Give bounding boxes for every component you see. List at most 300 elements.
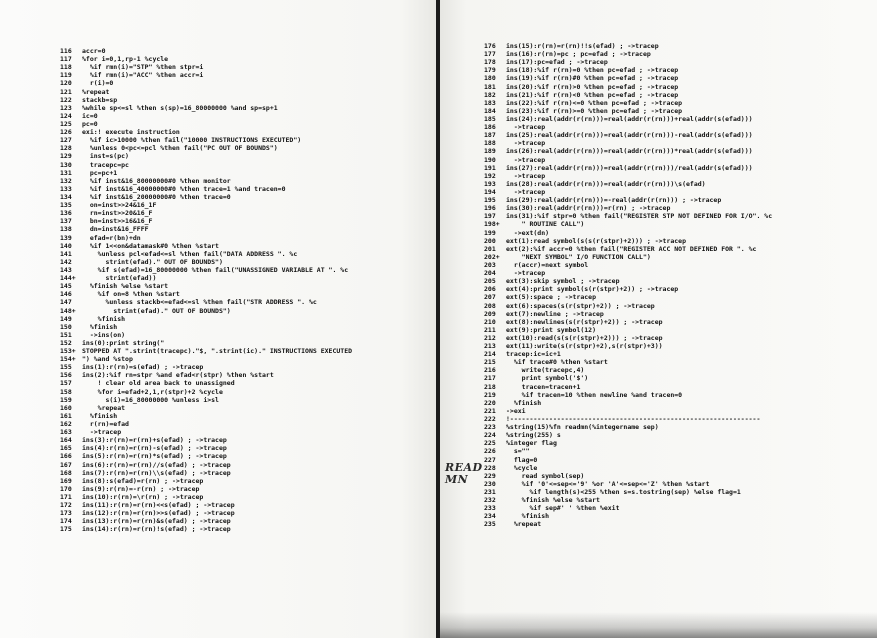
- code-text: %if trace#0 %then %start: [506, 358, 608, 367]
- page-shadow: [440, 612, 877, 638]
- line-number: 132: [60, 176, 72, 185]
- code-text: strint(efad)): [82, 274, 157, 283]
- line-number: 190: [484, 155, 496, 164]
- code-text: ins(18):%if r(rn)=0 %then pc=efad ; ->tracep: [506, 66, 679, 75]
- code-line: [484, 326, 772, 334]
- code-line: [484, 383, 772, 391]
- code-line: [60, 201, 352, 209]
- code-line: [60, 234, 352, 242]
- code-line: [484, 464, 772, 472]
- code-line: [484, 172, 772, 180]
- code-text: %while sp<=sl %then s(sp)=16_80000000 %and sp=sp+1: [82, 103, 278, 112]
- code-line: [60, 379, 352, 387]
- code-line: [60, 428, 352, 436]
- line-number: 225: [484, 439, 496, 448]
- right-code-listing: [484, 42, 772, 529]
- code-line: [484, 99, 772, 107]
- code-line: [60, 55, 352, 63]
- line-number: 197: [484, 212, 496, 221]
- code-text: ->ext(dn): [506, 228, 550, 237]
- line-number: 223: [484, 423, 496, 432]
- code-line: [484, 302, 772, 310]
- code-text: ins(12):r(rn)=r(rn)>>s(efad) ; ->tracep: [82, 509, 235, 518]
- code-line: [484, 480, 772, 488]
- line-number: 149: [60, 314, 72, 323]
- code-line: [484, 50, 772, 58]
- code-text: ins(23):%if r(rn)>=0 %then pc=efad ; ->tracep: [506, 106, 683, 115]
- line-number: 170: [60, 484, 72, 493]
- code-text: ins(24):real(addr(r(rn)))=real(addr(r(rn)))+real(addr(s(efad))): [506, 114, 753, 123]
- code-text: ins(7):r(rn)=r(rn)\\s(efad) ; ->tracep: [82, 468, 231, 477]
- code-line: [60, 104, 352, 112]
- code-text: ->tracep: [506, 123, 546, 132]
- code-text: ins(22):%if r(rn)<=0 %then pc=efad ; ->tracep: [506, 98, 683, 107]
- code-text: %finish %else %start: [82, 282, 169, 291]
- code-line: [60, 96, 352, 104]
- code-line: [484, 456, 772, 464]
- line-number: 148+: [60, 306, 76, 315]
- line-number: 213: [484, 342, 496, 351]
- code-text: ") %and %stop: [82, 355, 133, 364]
- line-number: 155: [60, 363, 72, 372]
- line-number: 150: [60, 322, 72, 331]
- line-number: 142: [60, 257, 72, 266]
- line-number: 144+: [60, 274, 76, 283]
- line-number: 136: [60, 209, 72, 218]
- line-number: 151: [60, 330, 72, 339]
- line-number: 173: [60, 509, 72, 518]
- code-line: [484, 91, 772, 99]
- code-text: ins(25):real(addr(r(rn)))=real(addr(r(rn)))-real(addr(s(efad))): [506, 131, 753, 140]
- line-number: 181: [484, 82, 496, 91]
- code-line: [484, 42, 772, 50]
- code-text: efad=r(bn)+dn: [82, 233, 141, 242]
- line-number: 165: [60, 444, 72, 453]
- line-number: 231: [484, 488, 496, 497]
- line-number: 118: [60, 63, 72, 72]
- code-text: %repeat: [506, 520, 542, 529]
- line-number: 195: [484, 196, 496, 205]
- line-number: 203: [484, 260, 496, 269]
- code-line: [60, 363, 352, 371]
- code-text: ext(7):newline ; ->tracep: [506, 309, 604, 318]
- code-text: accr=0: [82, 47, 106, 55]
- code-text: ->ins(on): [82, 330, 126, 339]
- code-text: strint(efad)." OUT OF BOUNDS"): [82, 306, 231, 315]
- line-number: 122: [60, 95, 72, 104]
- line-number: 145: [60, 282, 72, 291]
- code-text: %finish %else %start: [506, 496, 600, 505]
- line-number: 134: [60, 192, 72, 201]
- code-line: [60, 493, 352, 501]
- code-line: [60, 404, 352, 412]
- code-text: flag=0: [506, 455, 538, 464]
- code-line: [484, 334, 772, 342]
- handwritten-note: READ: [445, 461, 483, 474]
- code-line: [60, 307, 352, 315]
- line-number: 221: [484, 406, 496, 415]
- code-line: [484, 123, 772, 131]
- line-number: 166: [60, 452, 72, 461]
- code-text: on=inst>>24&16_1F: [82, 201, 157, 210]
- code-line: [484, 229, 772, 237]
- code-text: dn=inst&16_FFFF: [82, 225, 149, 234]
- line-number: 232: [484, 496, 496, 505]
- code-text: ins(11):r(rn)=r(rn)<<s(efad) ; ->tracep: [82, 501, 235, 510]
- code-text: %finish: [506, 398, 542, 407]
- code-text: ins(6):r(rn)=r(rn)//s(efad) ; ->tracep: [82, 460, 231, 469]
- code-text: %unless pcl<efad<=sl %then fail("DATA ADDRESS ". %c: [82, 249, 298, 258]
- code-line: [484, 293, 772, 301]
- code-text: %if rmn(i)="ACC" %then accr=i: [82, 71, 204, 80]
- line-number: 226: [484, 447, 496, 456]
- code-line: [484, 131, 772, 139]
- code-line: [60, 250, 352, 258]
- code-line: [484, 407, 772, 415]
- code-line: [60, 63, 352, 71]
- code-line: [60, 501, 352, 509]
- line-number: 116: [60, 47, 72, 55]
- code-line: [484, 496, 772, 504]
- line-number: 184: [484, 106, 496, 115]
- code-line: [60, 136, 352, 144]
- line-number: 201: [484, 244, 496, 253]
- code-line: [60, 452, 352, 460]
- line-number: 176: [484, 42, 496, 50]
- line-number: 152: [60, 338, 72, 347]
- line-number: 137: [60, 217, 72, 226]
- line-number: 147: [60, 298, 72, 307]
- line-number: 215: [484, 358, 496, 367]
- code-line: [60, 509, 352, 517]
- code-text: print symbol('$'): [506, 374, 589, 383]
- code-text: %string(255) s: [506, 431, 561, 440]
- code-line: [60, 225, 352, 233]
- code-text: %finish: [506, 512, 550, 521]
- line-number: 212: [484, 333, 496, 342]
- line-number: 191: [484, 163, 496, 172]
- code-text: r(rn)=efad: [82, 420, 129, 429]
- code-line: [60, 120, 352, 128]
- line-number: 129: [60, 152, 72, 161]
- line-number: 153+: [60, 347, 76, 356]
- code-text: %finish: [82, 314, 126, 323]
- line-number: 169: [60, 476, 72, 485]
- code-text: STOPPED AT ".strint(tracepc)."$, ".strint(ic)." INSTRUCTIONS EXECUTED: [82, 347, 353, 356]
- line-number: 224: [484, 431, 496, 440]
- code-text: ->tracep: [506, 171, 546, 180]
- line-number: 130: [60, 160, 72, 169]
- code-line: [484, 399, 772, 407]
- code-text: ins(9):r(rn)=-r(rn) ; ->tracep: [82, 484, 200, 493]
- line-number: 187: [484, 131, 496, 140]
- line-number: 199: [484, 228, 496, 237]
- code-text: %integer flag: [506, 439, 557, 448]
- line-number: 209: [484, 309, 496, 318]
- code-text: ins(15):r(rn)=r(rn)!!s(efad) ; ->tracep: [506, 42, 659, 50]
- line-number: 172: [60, 501, 72, 510]
- code-text: %if inst&16_20000000#0 %then trace=0: [82, 192, 231, 201]
- code-text: ins(31):%if stpr=0 %then fail("REGISTER STP NOT DEFINED FOR I/O". %c: [506, 212, 773, 221]
- code-line: [60, 79, 352, 87]
- line-number: 135: [60, 201, 72, 210]
- code-text: %finish: [82, 322, 118, 331]
- code-text: tracen=tracen+1: [506, 382, 581, 391]
- line-number: 228: [484, 463, 496, 472]
- code-line: [60, 371, 352, 379]
- line-number: 188: [484, 139, 496, 148]
- code-text: %if ic>10000 %then fail("10000 INSTRUCTIONS EXECUTED"): [82, 136, 302, 145]
- code-text: ext(6):spaces(s(r(stpr)+2)) ; ->tracep: [506, 301, 655, 310]
- code-text: ext(1):read symbol(s(s(r(stpr)+2))) ; ->tracep: [506, 236, 687, 245]
- line-number: 229: [484, 471, 496, 480]
- line-number: 186: [484, 123, 496, 132]
- line-number: 198+: [484, 220, 500, 229]
- code-text: stackb=sp: [82, 95, 118, 104]
- line-number: 124: [60, 111, 72, 120]
- code-text: %repeat: [82, 87, 110, 96]
- line-number: 140: [60, 241, 72, 250]
- code-text: ins(10):r(rn)=\r(rn) ; ->tracep: [82, 493, 204, 502]
- code-text: strint(efad)." OUT OF BOUNDS"): [82, 257, 223, 266]
- code-line: [60, 331, 352, 339]
- line-number: 206: [484, 285, 496, 294]
- line-number: 121: [60, 87, 72, 96]
- code-text: ins(5):r(rn)=r(rn)*s(efad) ; ->tracep: [82, 452, 227, 461]
- line-number: 139: [60, 233, 72, 242]
- line-number: 210: [484, 317, 496, 326]
- line-number: 219: [484, 390, 496, 399]
- code-line: [60, 209, 352, 217]
- line-number: 120: [60, 79, 72, 88]
- code-text: %unless 0<pc<=pcl %then fail("PC OUT OF BOUNDS"): [82, 144, 278, 153]
- line-number: 185: [484, 114, 496, 123]
- code-text: ins(28):real(addr(r(rn)))=real(addr(r(rn)))\s(efad): [506, 179, 706, 188]
- line-number: 171: [60, 493, 72, 502]
- code-line: [60, 461, 352, 469]
- code-text: %if tracen=10 %then newline %and tracen=0: [506, 390, 683, 399]
- code-text: pc=pc+1: [82, 168, 118, 177]
- code-text: ins(1):r(rn)=s(efad) ; ->tracep: [82, 363, 204, 372]
- line-number: 235: [484, 520, 496, 529]
- line-number: 227: [484, 455, 496, 464]
- code-line: [60, 315, 352, 323]
- code-line: [60, 298, 352, 306]
- code-text: %if '0'<=sep<='9' %or 'A'<=sep<='Z' %then %start: [506, 479, 710, 488]
- code-line: [60, 169, 352, 177]
- line-number: 211: [484, 325, 496, 334]
- line-number: 154+: [60, 355, 76, 364]
- code-line: [60, 258, 352, 266]
- code-text: tracep:ic=ic+1: [506, 350, 561, 359]
- code-text: %if on=8 %then %start: [82, 290, 180, 299]
- code-text: %finish: [82, 411, 118, 420]
- code-line: [60, 323, 352, 331]
- code-text: %if inst&16_40000000#0 %then trace=1 %and tracen=0: [82, 184, 286, 193]
- code-line: [60, 274, 352, 282]
- code-line: [484, 261, 772, 269]
- code-text: ext(11):write(s(r(stpr)+2),s(r(stpr)+3)): [506, 342, 663, 351]
- code-line: [60, 128, 352, 136]
- code-line: [60, 420, 352, 428]
- code-text: ext(5):space ; ->tracep: [506, 293, 597, 302]
- line-number: 163: [60, 428, 72, 437]
- code-text: ins(16):r(rn)=pc ; pc=efad ; ->tracep: [506, 50, 651, 59]
- line-number: 189: [484, 147, 496, 156]
- line-number: 133: [60, 184, 72, 193]
- code-line: [484, 415, 772, 423]
- line-number: 205: [484, 277, 496, 286]
- line-number: 162: [60, 420, 72, 429]
- code-line: [484, 472, 772, 480]
- code-text: ins(2):%if rn=stpr %and efad<r(stpr) %then %start: [82, 371, 274, 380]
- code-text: s(i)=16_80000000 %unless i>sl: [82, 395, 219, 404]
- code-line: [484, 391, 772, 399]
- line-number: 218: [484, 382, 496, 391]
- code-text: ins(29):real(addr(r(rn)))=-real(addr(r(rn))) ; ->tracep: [506, 196, 722, 205]
- code-text: rn=inst>>20&16_F: [82, 209, 153, 218]
- code-line: [60, 185, 352, 193]
- code-line: [60, 290, 352, 298]
- code-line: [484, 237, 772, 245]
- code-line: [484, 253, 772, 261]
- code-text: ! clear old area back to unassigned: [82, 379, 235, 388]
- line-number: 183: [484, 98, 496, 107]
- line-number: 175: [60, 525, 72, 534]
- code-text: ->tracep: [506, 139, 546, 148]
- code-line: [60, 485, 352, 493]
- handwritten-note: MN: [445, 473, 469, 486]
- code-text: %if inst&16_80000000#0 %then monitor: [82, 176, 231, 185]
- line-number: 143: [60, 265, 72, 274]
- code-text: ins(20):%if r(rn)>0 %then pc=efad ; ->tracep: [506, 82, 679, 91]
- code-text: ext(2):%if accr=0 %then fail("REGISTER ACC NOT DEFINED FOR ". %c: [506, 244, 757, 253]
- code-line: [484, 245, 772, 253]
- code-line: [60, 242, 352, 250]
- code-text: ins(13):r(rn)=r(rn)&s(efad) ; ->tracep: [82, 517, 231, 526]
- code-line: [484, 447, 772, 455]
- line-number: 138: [60, 225, 72, 234]
- line-number: 179: [484, 66, 496, 75]
- code-text: %if 1<<on&datamask#0 %then %start: [82, 241, 219, 250]
- line-number: 196: [484, 204, 496, 213]
- code-line: [60, 469, 352, 477]
- code-text: ext(3):skip symbol ; ->tracep: [506, 277, 620, 286]
- code-line: [484, 139, 772, 147]
- line-number: 157: [60, 379, 72, 388]
- code-line: [484, 196, 772, 204]
- line-number: 164: [60, 436, 72, 445]
- code-text: ->exi: [506, 406, 526, 415]
- line-number: 117: [60, 55, 72, 64]
- line-number: 178: [484, 58, 496, 67]
- line-number: 158: [60, 387, 72, 396]
- code-line: [484, 342, 772, 350]
- code-line: [484, 423, 772, 431]
- code-text: ->tracep: [82, 428, 122, 437]
- code-line: [484, 115, 772, 123]
- line-number: 131: [60, 168, 72, 177]
- line-number: 192: [484, 171, 496, 180]
- line-number: 222: [484, 415, 496, 424]
- line-number: 128: [60, 144, 72, 153]
- code-text: %if s(efad)=16_80000000 %then fail("UNASSIGNED VARIABLE AT ". %c: [82, 265, 349, 274]
- code-line: [60, 525, 352, 533]
- code-text: %if length(s)<255 %then s=s.tostring(sep) %else flag=1: [506, 488, 741, 497]
- line-number: 182: [484, 90, 496, 99]
- code-line: [484, 439, 772, 447]
- code-text: %string(15)%fn readmn(%integername sep): [506, 423, 659, 432]
- code-line: [484, 204, 772, 212]
- code-line: [484, 156, 772, 164]
- code-text: ins(8):s(efad)=r(rn) ; ->tracep: [82, 476, 204, 485]
- code-line: [484, 488, 772, 496]
- code-line: [484, 74, 772, 82]
- code-text: "NEXT SYMBOL" I/O FUNCTION CALL"): [506, 252, 651, 261]
- code-line: [60, 112, 352, 120]
- line-number: 123: [60, 103, 72, 112]
- code-text: r(i)=0: [82, 79, 114, 88]
- code-line: [484, 180, 772, 188]
- code-text: ic=0: [82, 111, 98, 120]
- code-text: ins(14):r(rn)=r(rn)!s(efad) ; ->tracep: [82, 525, 231, 534]
- line-number: 230: [484, 479, 496, 488]
- code-text: %repeat: [82, 403, 126, 412]
- line-number: 200: [484, 236, 496, 245]
- code-line: [60, 347, 352, 355]
- code-line: [484, 350, 772, 358]
- line-number: 126: [60, 128, 72, 137]
- code-line: [60, 355, 352, 363]
- code-line: [484, 147, 772, 155]
- code-text: pc=0: [82, 119, 98, 128]
- code-text: tracepc=pc: [82, 160, 129, 169]
- code-text: !----------------------------------------------------------------: [506, 415, 761, 424]
- code-line: [484, 66, 772, 74]
- code-text: %cycle: [506, 463, 538, 472]
- code-line: [484, 269, 772, 277]
- code-line: [60, 412, 352, 420]
- code-text: %if sep#' ' %then %exit: [506, 504, 620, 513]
- line-number: 160: [60, 403, 72, 412]
- code-text: ins(19):%if r(rn)#0 %then pc=efad ; ->tracep: [506, 74, 679, 83]
- code-line: [484, 58, 772, 66]
- code-text: %unless stackb<=efad<=sl %then fail("STR ADDRESS ". %c: [82, 298, 317, 307]
- code-text: inst=s(pc): [82, 152, 129, 161]
- line-number: 125: [60, 119, 72, 128]
- line-number: 159: [60, 395, 72, 404]
- code-text: ins(30):real(addr(r(rn)))=r(rn) ; ->tracep: [506, 204, 671, 213]
- code-line: [60, 152, 352, 160]
- code-line: [484, 366, 772, 374]
- code-line: [60, 47, 352, 55]
- line-number: 180: [484, 74, 496, 83]
- code-text: ext(8):newlines(s(r(stpr)+2)) ; ->tracep: [506, 317, 663, 326]
- code-text: r(accr)=next symbol: [506, 260, 589, 269]
- line-number: 217: [484, 374, 496, 383]
- line-number: 141: [60, 249, 72, 258]
- code-text: ext(10):read(s(s(r(stpr)+2))) ; ->tracep: [506, 333, 663, 342]
- code-line: [60, 161, 352, 169]
- line-number: 220: [484, 398, 496, 407]
- code-line: [484, 512, 772, 520]
- code-line: [484, 107, 772, 115]
- line-number: 127: [60, 136, 72, 145]
- line-number: 208: [484, 301, 496, 310]
- code-line: [484, 83, 772, 91]
- code-text: %if rmn(i)="STP" %then stpr=i: [82, 63, 204, 72]
- code-line: [484, 285, 772, 293]
